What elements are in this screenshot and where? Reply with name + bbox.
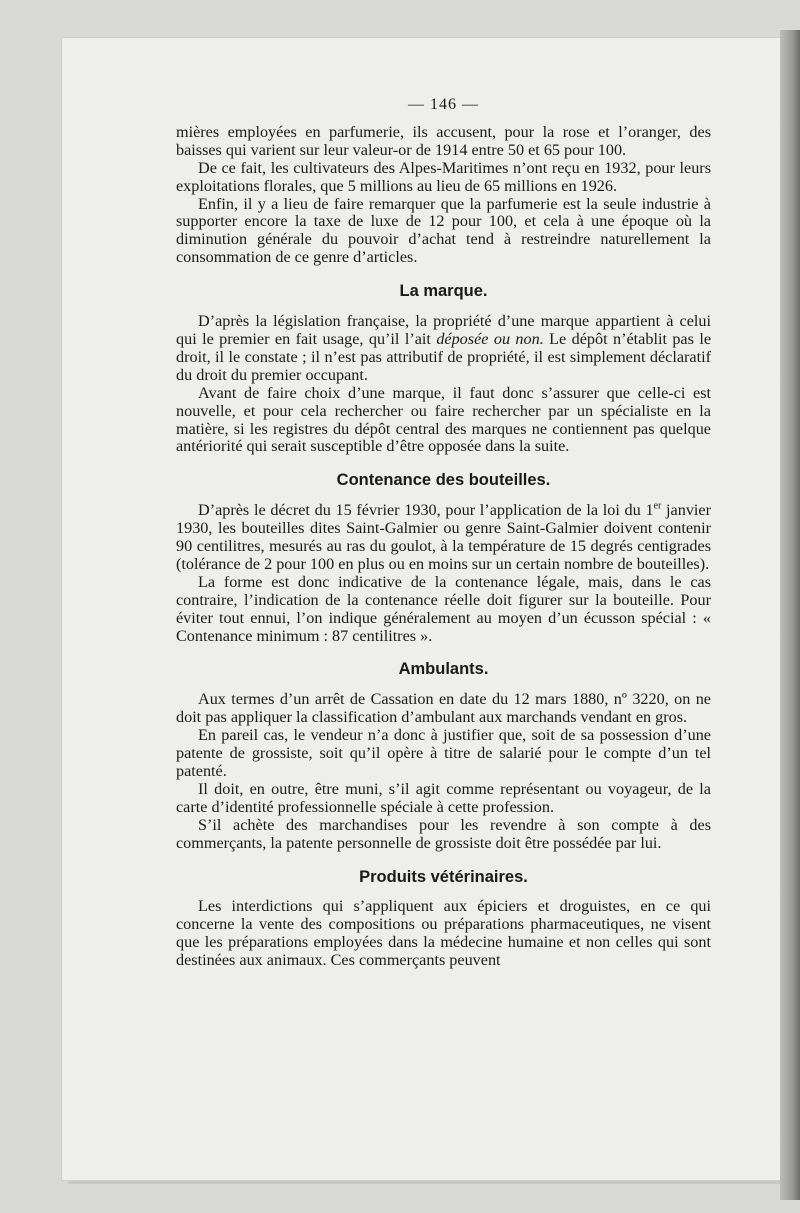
contenance-superscript: er (653, 500, 662, 512)
ambulants-paragraph-1: Aux termes d’un arrêt de Cassation en date du 12 mars 1880, nº 3220, on ne doit pas appliquer la classification d’ambulant aux marchands vendant en gros. (176, 690, 711, 727)
marque-text-before: D’après la législation française, la propriété d’une marque appartient à celui qui le premier en fait usage, qu’il l’ait (176, 312, 711, 348)
page-content (176, 96, 711, 970)
marque-paragraph-1 (176, 313, 711, 385)
contenance-text-after: janvier 1930, les bouteilles dites Saint-Galmier ou genre Saint-Galmier doivent contenir 90 centilitres, mesurés au ras du goulot, à la température de 15 degrés centigrades (tolérance de 2 pour 100 en plus ou en moins sur un certain nombre de bouteilles). (176, 501, 711, 573)
section-heading-marque: La marque. (399, 282, 488, 301)
contenance-paragraph-2: La forme est donc indicative de la contenance légale, mais, dans le cas contraire, l’indication de la contenance réelle doit figurer sur la bouteille. Pour éviter tout ennui, l’on indique généralement au moyen d’un écusson spécial : « Contenance minimum : 87 centilitres ». (176, 572, 711, 645)
marque-paragraph-2: Avant de faire choix d’une marque, il faut donc s’assurer que celle-ci est nouvelle, et pour cela rechercher ou faire rechercher par un spécialiste en la matière, si les registres du dépôt central des marques ne contiennent pas quelque antériorité qui serait susceptible d’être opposée dans la suite. (176, 383, 711, 456)
ambulants-paragraph-4: S’il achète des marchandises pour les revendre à son compte à des commerçants, la patente personnelle de grossiste doit être possédée par lui. (176, 815, 711, 852)
page-number: — 146 — (408, 96, 479, 113)
intro-paragraph-1: mières employées en parfumerie, ils accusent, pour la rose et l’oranger, des baisses qui varient sur leur valeur-or de 1914 entre 50 et 65 pour 100. (176, 122, 711, 159)
section-heading-ambulants: Ambulants. (398, 660, 489, 679)
contenance-paragraph-1 (176, 502, 711, 574)
intro-paragraph-3: Enfin, il y a lieu de faire remarquer que la parfumerie est la seule industrie à supporter encore la taxe de luxe de 12 pour 100, et cela à une époque où la diminution générale du pouvoir d’achat tend à restreindre naturellement la consommation de ce genre d’articles. (176, 194, 711, 267)
ambulants-paragraph-3: Il doit, en outre, être muni, s’il agit comme représentant ou voyageur, de la carte d’identité professionnelle spéciale à cette profession. (176, 779, 711, 816)
intro-paragraph-2: De ce fait, les cultivateurs des Alpes-Maritimes n’ont reçu en 1932, pour leurs exploitations florales, que 5 millions au lieu de 65 millions en 1926. (176, 158, 711, 195)
marque-emphasis: déposée ou non. (436, 329, 544, 348)
veterinaires-paragraph-1: Les interdictions qui s’appliquent aux épiciers et droguistes, en ce qui concerne la vente des compositions ou préparations pharmaceutiques, ne visent que les préparations employées dans la médecine humaine et non celles qui sont destinées aux animaux. Ces commerçants peuvent (176, 897, 711, 970)
section-heading-veterinaires: Produits vétérinaires. (359, 867, 528, 886)
ambulants-paragraph-2: En pareil cas, le vendeur n’a donc à justifier que, soit de sa possession d’une patente de grossiste, soit qu’il opère à titre de salarié pour le compte d’un tel patenté. (176, 726, 711, 780)
marque-text-after: Le dépôt n’établit pas le droit, il le constate ; il n’est pas attributif de propriété, il est simplement déclaratif du droit du premier occupant. (176, 329, 712, 384)
section-heading-contenance: Contenance des bouteilles. (336, 471, 551, 490)
page-edge-shadow (780, 30, 800, 1200)
contenance-text-before: D’après le décret du 15 février 1930, pour l’application de la loi du 1 (198, 501, 654, 520)
